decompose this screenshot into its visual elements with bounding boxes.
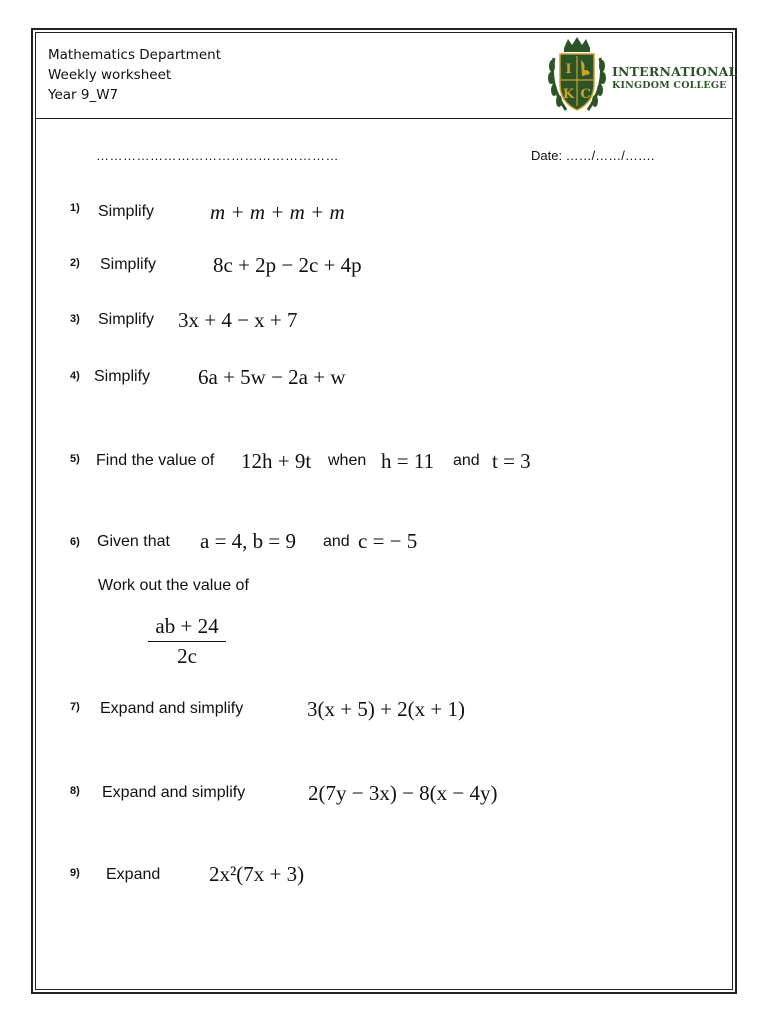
logo-name-line1: INTERNATIONAL <box>612 64 738 79</box>
question-subtext: Work out the value of <box>98 577 249 594</box>
question-expression: 8c + 2p − 2c + 4p <box>213 253 362 277</box>
question-number: 1) <box>70 202 80 214</box>
question-number: 6) <box>70 536 80 548</box>
fraction-numerator: ab + 24 <box>148 614 226 642</box>
student-name-field: ……………………………………………… <box>96 148 339 163</box>
question-expression: 2x²(7x + 3) <box>209 862 305 886</box>
worksheet-title: Weekly worksheet <box>48 67 172 83</box>
department-title: Mathematics Department <box>48 47 221 63</box>
question-expression: 12h + 9t <box>241 449 312 473</box>
page-border-inner <box>35 32 733 990</box>
question-number: 3) <box>70 313 80 325</box>
fraction-denominator: 2c <box>177 644 197 668</box>
logo-letter-k: K <box>562 87 575 102</box>
worksheet-header <box>48 45 221 105</box>
question-prompt: Expand and simplify <box>102 784 246 801</box>
question-prompt: Simplify <box>94 368 151 385</box>
question-prompt: Simplify <box>98 203 155 220</box>
crown-icon <box>564 37 590 48</box>
and-label: and <box>323 533 350 550</box>
question-prompt: Simplify <box>98 311 155 328</box>
question-number: 4) <box>70 370 80 382</box>
logo-letter-c: C <box>580 87 591 102</box>
question-expression: 3x + 4 − x + 7 <box>178 308 298 332</box>
question-number: 9) <box>70 867 80 879</box>
condition-h: h = 11 <box>381 449 435 473</box>
fraction-expression <box>148 614 226 669</box>
question-expression: a = 4, b = 9 <box>200 529 297 553</box>
question-expression: 2(7y − 3x) − 8(x − 4y) <box>308 781 498 805</box>
question-expression: m + m + m + m <box>210 200 345 224</box>
condition-c: c = − 5 <box>358 529 418 553</box>
question-prompt: Expand and simplify <box>100 700 244 717</box>
logo-wordmark <box>612 64 737 91</box>
header-divider <box>36 118 732 119</box>
question-prompt: Given that <box>97 533 170 550</box>
question-expression: 3(x + 5) + 2(x + 1) <box>307 697 466 721</box>
question-number: 2) <box>70 257 80 269</box>
question-prompt: Simplify <box>100 256 157 273</box>
question-prompt: Expand <box>106 866 161 883</box>
question-prompt: Find the value of <box>96 452 215 469</box>
question-number: 7) <box>70 701 80 713</box>
logo-name-line2: KINGDOM COLLEGE <box>612 80 727 91</box>
date-field: Date: ……/……/……. <box>531 148 655 163</box>
when-label: when <box>328 452 367 469</box>
question-expression: 6a + 5w − 2a + w <box>198 365 346 389</box>
and-label: and <box>453 452 480 469</box>
logo-letter-i: I <box>565 62 572 77</box>
question-number: 8) <box>70 785 80 797</box>
question-number: 5) <box>70 453 80 465</box>
year-label: Year 9_W7 <box>48 87 119 103</box>
condition-t: t = 3 <box>492 449 531 473</box>
